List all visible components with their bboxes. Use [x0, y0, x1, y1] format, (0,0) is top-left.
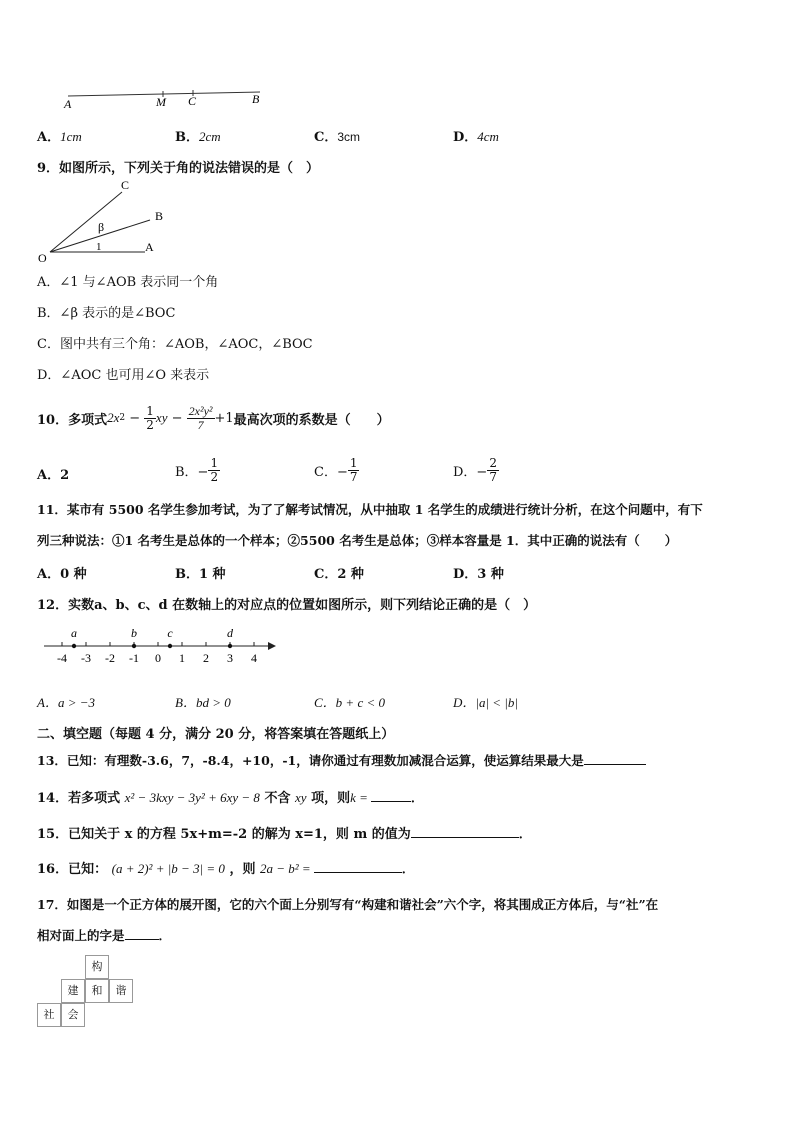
q14-polynomial: x² − 3kxy − 3y² + 6xy − 8 [124, 790, 260, 805]
option-letter: D． [453, 130, 478, 145]
q8-option-d[interactable] [453, 126, 499, 145]
q10-prefix: 10．多项式 [37, 412, 108, 428]
q10-suffix: 最高次项的系数是（ ） [233, 412, 390, 428]
tick-label: 4 [251, 651, 257, 665]
net-face-jian: 建 [61, 979, 85, 1003]
q10-stem [37, 400, 390, 436]
option-fraction: $\frac{1}{2}$ [210, 455, 219, 484]
q8-option-a[interactable] [37, 126, 82, 145]
option-fraction: $\frac{2}{7}$ [489, 455, 497, 484]
point-b [132, 644, 136, 648]
answer-blank[interactable] [125, 927, 159, 940]
label-c: C [121, 178, 130, 192]
q11-option-c[interactable]: C．2 种 [314, 567, 364, 582]
q16-expression: 2a − b² = [260, 861, 311, 876]
q16-end: ． [401, 862, 415, 877]
section-2-header: 二、填空题（每题 4 分，满分 20 分，将答案填在答题纸上） [37, 727, 395, 742]
option-label: B．− [175, 464, 209, 480]
label-b: B [155, 209, 164, 223]
option-value: 3cm [337, 130, 361, 144]
net-face-hui: 会 [61, 1003, 85, 1027]
tick-label: -4 [57, 651, 67, 665]
tick-label: 2 [203, 651, 209, 665]
option-value: 4cm [477, 129, 499, 144]
exponent: 2 [119, 413, 126, 423]
q14-post: 项，则 [311, 791, 351, 806]
option-fraction: $\frac{1}{7}$ [349, 455, 358, 484]
answer-blank[interactable] [411, 825, 519, 838]
option-letter: B． [175, 130, 199, 145]
fraction-1-2: $\frac{1}{2}$ [146, 403, 154, 432]
q12-stem: 12．实数a、b、c、d 在数轴上的对应点的位置如图所示，则下列结论正确的是（ ） [37, 598, 537, 613]
q12-option-c[interactable]: C．b + c < 0 [314, 695, 385, 710]
q14-end: ． [410, 791, 424, 806]
answer-blank[interactable] [371, 789, 411, 802]
q9-stem: 9．如图所示，下列关于角的说法错误的是（ ） [37, 161, 320, 176]
option-value: 2cm [199, 129, 221, 144]
net-face-gou: 构 [85, 955, 109, 979]
q17-text: 相对面上的字是 [37, 928, 125, 943]
points [71, 626, 234, 648]
q16-equation: (a + 2)² + |b − 3| = 0 [111, 861, 225, 876]
point-a [72, 644, 76, 648]
label-a: A [145, 240, 154, 254]
answer-blank[interactable] [584, 752, 646, 765]
q14-middle: 不含 [264, 791, 291, 806]
tick-label: -2 [105, 651, 115, 665]
q14 [37, 787, 424, 806]
q10-option-a[interactable]: A．2 [37, 468, 70, 483]
q14-xy: xy [294, 790, 307, 805]
q12-option-d[interactable]: D．|a| < |b| [453, 695, 518, 710]
option-label: D．− [453, 464, 488, 480]
q13 [37, 751, 646, 769]
tick-label: 3 [227, 651, 233, 665]
q17-line-1: 17．如图是一个正方体的展开图，它的六个面上分别写有“构建和谐社会”六个字，将其围成正方体后，与“社”在 [37, 897, 659, 912]
answer-blank[interactable] [314, 860, 402, 873]
q15 [37, 823, 532, 842]
q17-line-2 [37, 926, 171, 944]
label-o: O [38, 251, 47, 265]
term-2x: 2x [107, 410, 120, 425]
label-b: B [252, 92, 260, 106]
q11-line-1: 11．某市有 5500 名学生参加考试，为了了解考试情况，从中抽取 1 名学生的成绩进行统计分析，在这个问题中，有下 [37, 502, 703, 517]
tick-label: -3 [81, 651, 91, 665]
tick-label: -1 [129, 651, 139, 665]
q9-option-d[interactable]: D．∠AOC 也可用∠O 来表示 [37, 368, 210, 383]
segment-figure [60, 88, 280, 112]
angle-figure [30, 176, 180, 266]
q8-option-b[interactable] [175, 126, 221, 145]
q17-end: ． [158, 928, 172, 943]
q16 [37, 858, 415, 877]
point-label-c: c [167, 626, 173, 640]
q12-option-b[interactable]: B．bd > 0 [175, 695, 231, 710]
q8-option-c[interactable] [314, 126, 360, 145]
q11-option-b[interactable]: B．1 种 [175, 567, 226, 582]
q9-option-c[interactable]: C．图中共有三个角：∠AOB，∠AOC，∠BOC [37, 337, 313, 352]
q11-option-d[interactable]: D．3 种 [453, 567, 504, 582]
q14-prefix: 14．若多项式 [37, 791, 121, 806]
tick-marks [62, 642, 254, 646]
option-letter: A． [37, 130, 61, 145]
q11-line-2: 列三种说法：①1 名考生是总体的一个样本；②5500 名考生是总体；③样本容量是 1．其中正确的说法有（ ） [37, 533, 678, 548]
point-label-b: b [131, 626, 137, 640]
label-m: M [156, 95, 166, 109]
number-line [40, 622, 280, 666]
option-label: C．− [314, 464, 348, 480]
label-one: 1 [96, 241, 102, 253]
tick-labels [57, 651, 257, 665]
q12-option-a[interactable]: A．a > −3 [37, 695, 95, 710]
q16-prefix: 16．已知： [37, 862, 108, 877]
axis-arrow [268, 642, 276, 650]
minus-sign: − [125, 410, 145, 426]
term-xy: xy [155, 410, 168, 425]
cube-net [37, 955, 137, 1030]
q9-option-a[interactable]: A．∠1 与∠AOB 表示同一个角 [37, 275, 219, 290]
q11-option-a[interactable]: A．0 种 [37, 567, 87, 582]
q10-option-c[interactable] [314, 452, 359, 488]
label-beta: β [98, 220, 105, 234]
label-a: A [64, 97, 72, 111]
tick-label: 0 [155, 651, 161, 665]
q10-option-d[interactable] [453, 452, 499, 488]
net-face-he: 和 [85, 979, 109, 1003]
ray-oc [50, 192, 122, 252]
net-face-she: 社 [37, 1003, 61, 1027]
net-face-xie: 谐 [109, 979, 133, 1003]
q13-text: 13．已知：有理数-3.6，7，-8.4，+10，-1，请你通过有理数加减混合运算，使运算结果最大是 [37, 753, 584, 768]
point-label-a: a [71, 626, 77, 640]
fraction-2x2y2-7: $\frac{\text{2x²y²}}{7}$ [188, 403, 213, 432]
point-d [228, 644, 232, 648]
q9-option-b[interactable]: B．∠β 表示的是∠BOC [37, 306, 176, 321]
q16-middle: ，则 [229, 862, 256, 877]
q10-option-b[interactable] [175, 452, 220, 488]
q14-k: k = [350, 790, 368, 805]
option-letter: C． [314, 130, 338, 145]
option-value: 1cm [60, 129, 82, 144]
minus-sign: − [167, 410, 187, 426]
plus-one: +1 [214, 410, 234, 426]
point-label-d: d [227, 626, 233, 640]
q15-text: 15．已知关于 x 的方程 5x+m=-2 的解为 x=1，则 m 的值为 [37, 827, 411, 842]
q15-end: ． [518, 827, 532, 842]
label-c: C [188, 94, 197, 108]
tick-label: 1 [179, 651, 185, 665]
point-c [168, 644, 172, 648]
